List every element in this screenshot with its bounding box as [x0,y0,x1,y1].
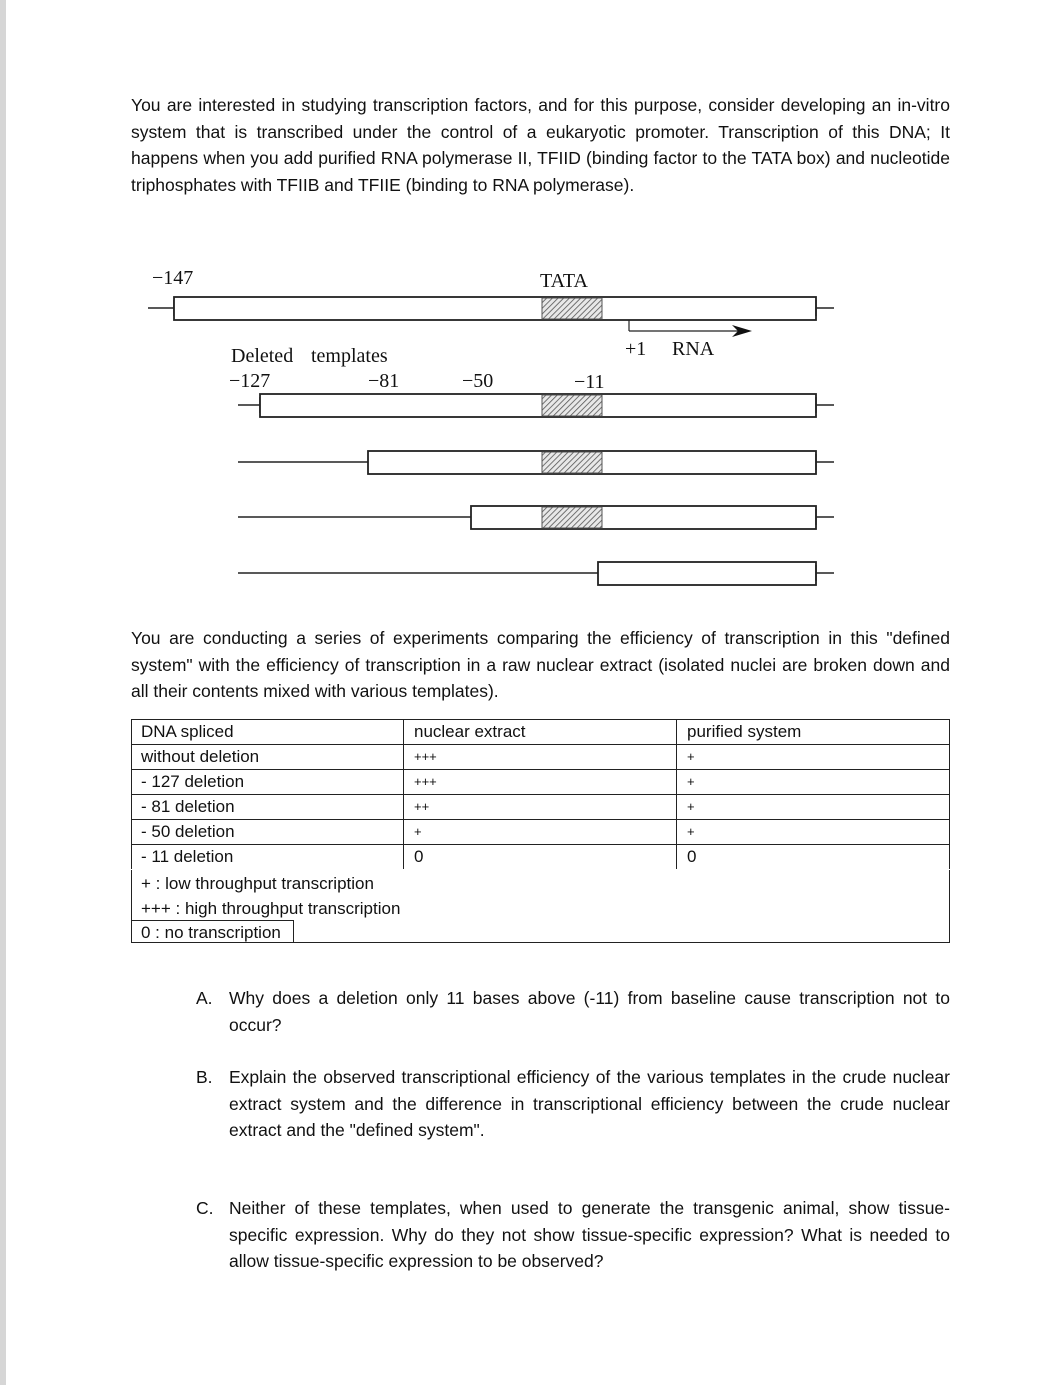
row-template: - 50 deletion [131,820,404,845]
question-c [196,1195,950,1275]
row-template: - 81 deletion [131,795,404,820]
row-nuclear-extract: +++ [404,770,677,795]
label-minus81: −81 [368,370,400,392]
table-row [131,745,950,770]
table-row [131,845,950,870]
label-templates: templates [311,345,388,367]
row-template: - 127 deletion [131,770,404,795]
intro-paragraph: You are interested in studying transcription factors, and for this purpose, consider developing an in-vitro system that is transcribed under the control of a eukaryotic promoter. Transcription of this DNA; It happens when you add purified RNA polymerase II, TFIID (binding factor to the TATA box) and nucleotide triphosphates with TFIIB and TFIIE (binding to RNA polymerase). [131,95,950,195]
legend-low: + : low throughput transcription [141,874,374,893]
table-header-row [131,720,950,745]
question-letter: C. [196,1198,214,1218]
table-row [131,770,950,795]
label-rna: RNA [672,338,715,360]
row-purified-system: + [677,770,951,795]
question-b [196,1064,950,1144]
legend-none: 0 : no transcription [141,923,281,942]
question-text: Neither of these templates, when used to generate the transgenic animal, show tissue-specific expression. Why do they not show tissue-specific expression? What is needed to allow tissue-specific expression to be observed? [229,1198,950,1271]
legend-high: +++ : high throughput transcription [141,899,401,918]
label-deleted: Deleted [231,345,294,367]
tata-box-81 [542,452,602,473]
label-minus11: −11 [574,371,605,393]
tata-box-127 [542,395,602,416]
row-purified-system: 0 [677,845,951,870]
header-purified-system: purified system [677,720,951,745]
label-minus147: −147 [152,267,194,289]
tata-box-50 [542,507,602,528]
experiment-paragraph: You are conducting a series of experiments comparing the efficiency of transcription in this "defined system" with the efficiency of transcription in a raw nuclear extract (isolated nuclei are broken down and all their contents mixed with various templates). [131,628,950,701]
question-text: Explain the observed transcriptional efficiency of the various templates in the crude nuclear extract system and the difference in transcriptional efficiency between the crude nuclear extract and the "defined system". [229,1067,950,1140]
row-template: - 11 deletion [131,845,404,870]
results-table [131,719,950,869]
row-nuclear-extract: ++ [404,795,677,820]
page-edge [0,0,6,1385]
template-full-box [174,297,816,320]
promoter-deletion-diagram [128,258,852,608]
row-nuclear-extract: +++ [404,745,677,770]
question-letter: A. [196,988,213,1008]
template-11-box [598,562,816,585]
template-50-box [471,506,816,529]
row-purified-system: + [677,820,951,845]
table-row [131,795,950,820]
tata-box-full [542,298,602,319]
label-tata: TATA [540,270,588,292]
question-a [196,985,950,1038]
label-minus50: −50 [462,370,494,392]
row-nuclear-extract: + [404,820,677,845]
row-template: without deletion [131,745,404,770]
row-purified-system: + [677,745,951,770]
template-127-box [260,394,816,417]
header-dna-spliced: DNA spliced [131,720,404,745]
question-text: Why does a deletion only 11 bases above (-11) from baseline cause transcription not to occur? [229,988,950,1035]
label-plus1: +1 [625,338,647,360]
question-letter: B. [196,1067,213,1087]
label-minus127: −127 [229,370,271,392]
row-purified-system: + [677,795,951,820]
header-nuclear-extract: nuclear extract [404,720,677,745]
table-row [131,820,950,845]
row-nuclear-extract: 0 [404,845,677,870]
